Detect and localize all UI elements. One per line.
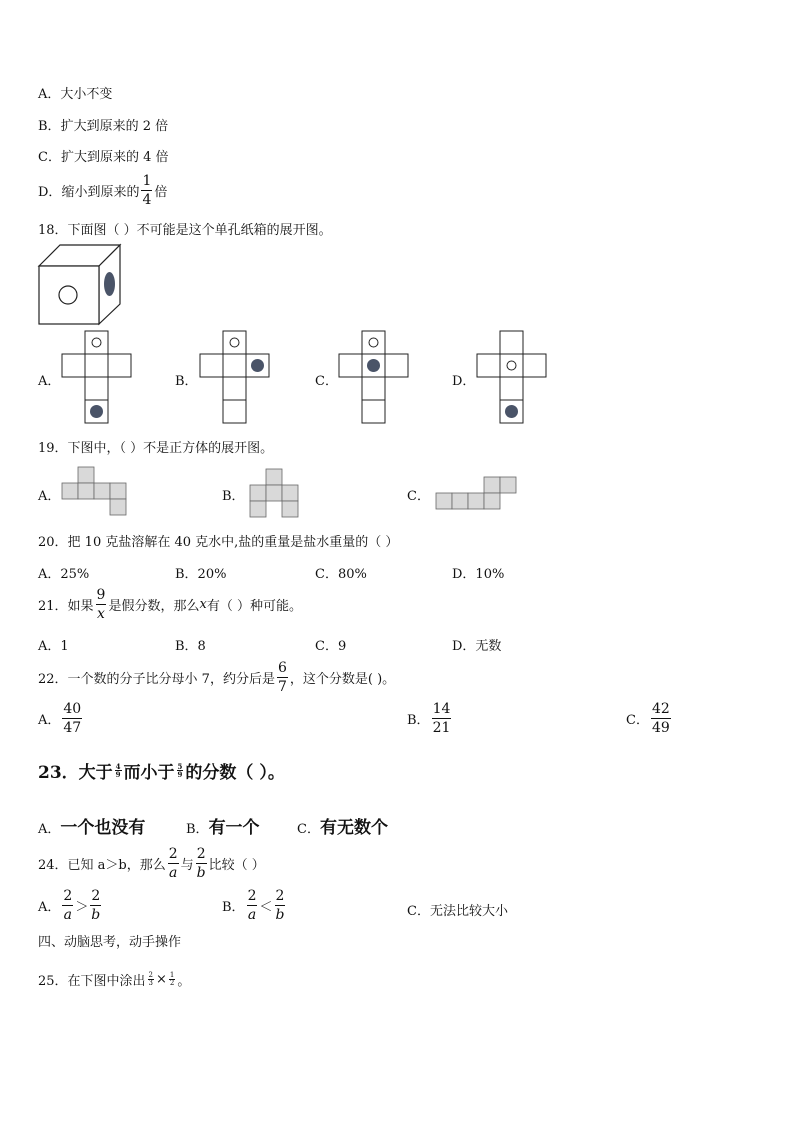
fraction: $\frac{2}{a}$ <box>168 846 178 881</box>
q22-option-c: C． $\frac{42}{49}$ <box>626 701 670 736</box>
q19-label-a: A． <box>38 489 61 504</box>
q19-net-b <box>250 469 300 517</box>
q20-option-a: A．25% <box>38 567 90 582</box>
q18-label-d: D． <box>452 374 476 389</box>
q17-option-d: D．缩小到原来的 $\frac{1}{4}$ 倍 <box>38 173 168 208</box>
q23-option-c: C．有无数个 <box>297 818 388 838</box>
q24-stem: 24．已知 a＞b，那么 $\frac{2}{a}$ 与 $\frac{2}{b}$ 比较（ ） <box>38 846 265 881</box>
q20-stem: 20．把 10 克盐溶解在 40 克水中,盐的重量是盐水重量的（ ） <box>38 535 399 550</box>
net-a <box>62 331 132 424</box>
q17-option-c: C．扩大到原来的 4 倍 <box>38 150 169 165</box>
fraction: $\frac{2}{b}$ <box>196 846 206 881</box>
q18-label-b: B． <box>175 374 198 389</box>
fraction: $\frac{6}{7}$ <box>277 660 287 695</box>
q18-label-a: A． <box>38 374 61 389</box>
q17-option-a: A．大小不变 <box>38 87 113 102</box>
q18-label-c: C． <box>315 374 338 389</box>
net-c <box>339 331 409 424</box>
fraction: $\frac{2}{b}$ <box>275 888 285 923</box>
fraction: $\frac{42}{49}$ <box>651 701 670 736</box>
fraction: $\frac{2}{b}$ <box>91 888 101 923</box>
q19-label-c: C． <box>407 489 430 504</box>
q23-stem: 23．大于 $\frac{4}{9}$ 而小于 $\frac{5}{9}$ 的分数（ ）。 <box>38 762 285 783</box>
fraction: $\frac{4}{9}$ <box>115 762 121 779</box>
q20-option-c: C．80% <box>315 567 367 582</box>
fraction: $\frac{14}{21}$ <box>432 701 451 736</box>
q19-net-c <box>436 477 518 511</box>
q21-option-a: A．1 <box>38 639 69 654</box>
q22-option-a: A． $\frac{40}{47}$ <box>38 701 82 736</box>
q19-label-b: B． <box>222 489 245 504</box>
fraction: $\frac{1}{4}$ <box>142 173 152 208</box>
q19-net-a <box>62 467 128 515</box>
section-heading: 四、动脑思考，动手操作 <box>38 935 182 950</box>
q23-option-a: A．一个也没有 <box>38 818 146 838</box>
q21-stem: 21．如果 $\frac{9}{x}$ 是假分数，那么x有（ ）种可能。 <box>38 587 302 622</box>
q22-stem: 22．一个数的分子比分母小 7，约分后是 $\frac{6}{7}$ ，这个分数是( )。 <box>38 660 396 695</box>
q19-stem: 19．下图中，（ ）不是正方体的展开图。 <box>38 441 274 456</box>
fraction: $\frac{2}{3}$ <box>148 971 154 987</box>
q22-option-b: B． $\frac{14}{21}$ <box>407 701 451 736</box>
q21-option-d: D．无数 <box>452 639 502 654</box>
q23-option-b: B．有一个 <box>186 818 260 838</box>
q21-option-c: C．9 <box>315 639 347 654</box>
box-illustration <box>38 244 128 326</box>
q17-option-b: B．扩大到原来的 2 倍 <box>38 119 169 134</box>
fraction: $\frac{2}{a}$ <box>63 888 73 923</box>
fraction: $\frac{1}{2}$ <box>169 971 175 987</box>
q20-option-b: B．20% <box>175 567 227 582</box>
fraction: $\frac{5}{9}$ <box>177 762 183 779</box>
q21-option-b: B．8 <box>175 639 206 654</box>
fraction: $\frac{2}{a}$ <box>247 888 257 923</box>
q24-option-b: B． $\frac{2}{a}$ ＜ $\frac{2}{b}$ <box>222 888 285 923</box>
q24-option-c: C．无法比较大小 <box>407 904 508 919</box>
net-b <box>200 331 270 424</box>
q20-option-d: D．10% <box>452 567 505 582</box>
q24-option-a: A． $\frac{2}{a}$ ＞ $\frac{2}{b}$ <box>38 888 101 923</box>
fraction: $\frac{40}{47}$ <box>63 701 82 736</box>
net-d <box>477 331 547 424</box>
fraction: $\frac{9}{x}$ <box>96 587 106 622</box>
q25-stem: 25．在下图中涂出 $\frac{2}{3}$ × $\frac{1}{2}$ 。 <box>38 971 191 989</box>
q18-stem: 18．下面图（ ）不可能是这个单孔纸箱的展开图。 <box>38 223 332 238</box>
